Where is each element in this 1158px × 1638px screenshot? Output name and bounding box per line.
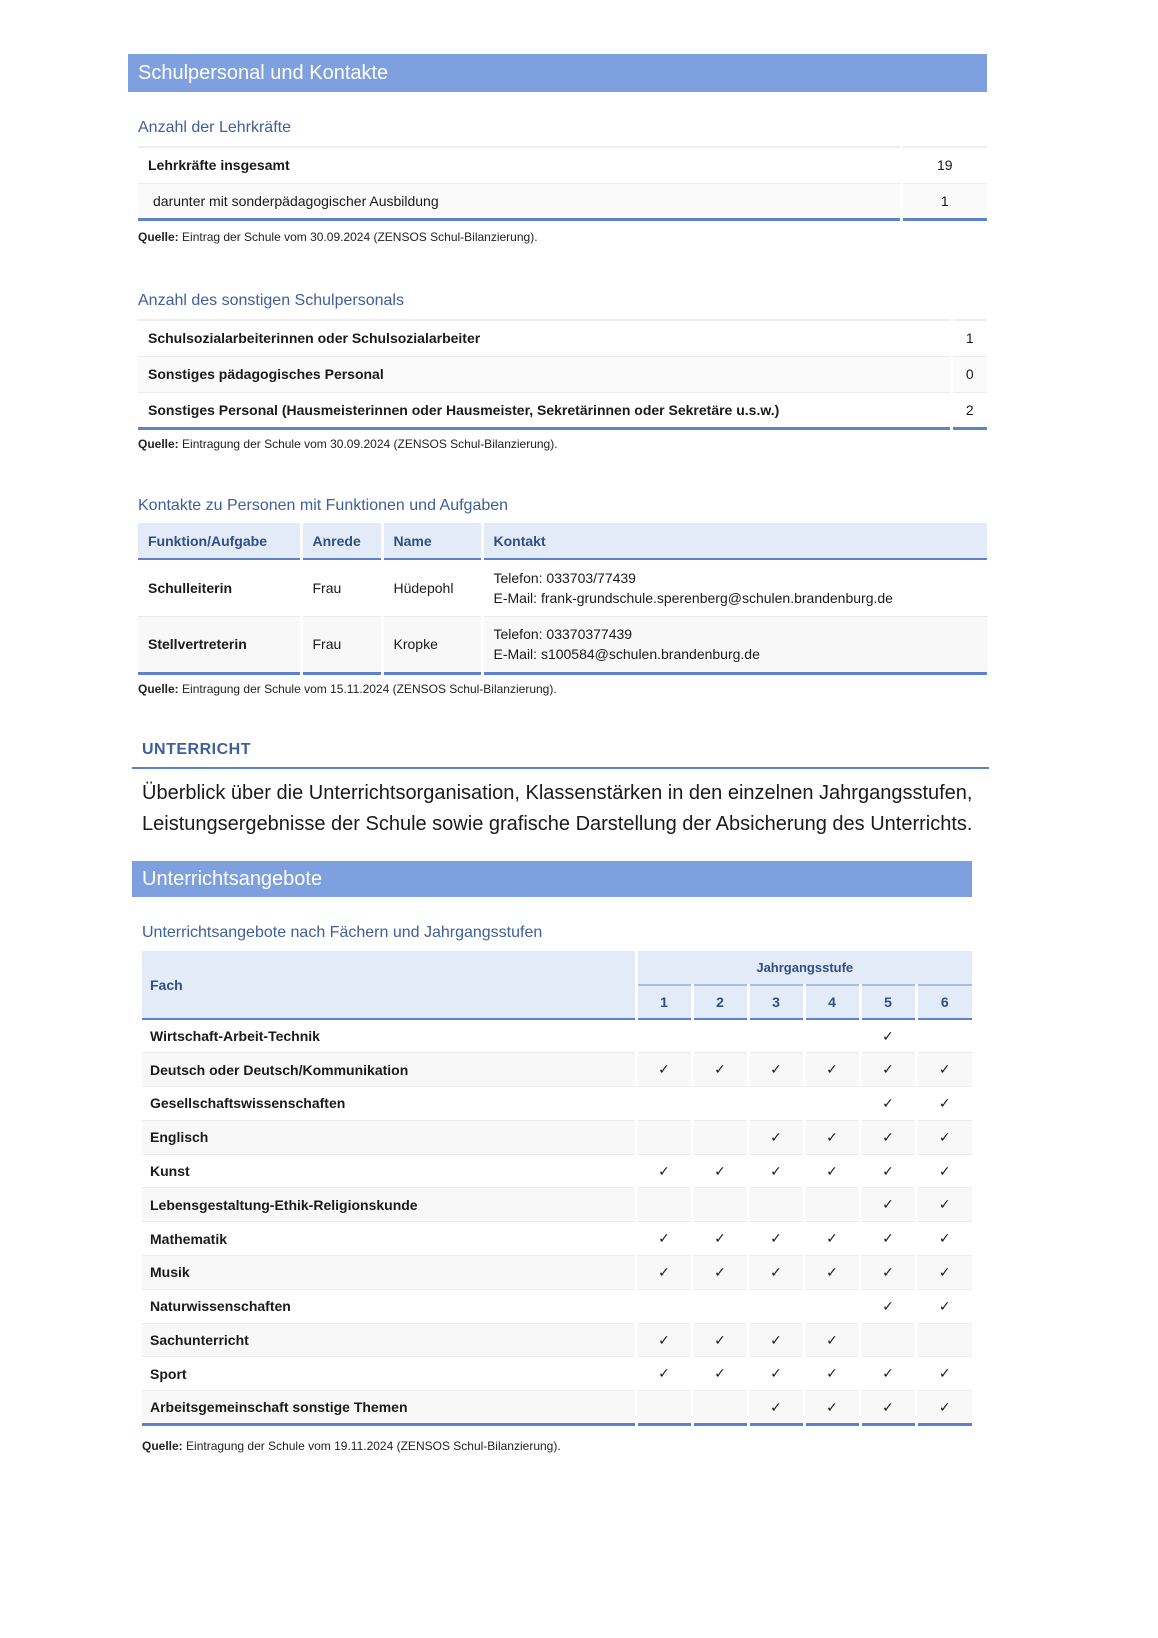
empty-cell [916, 1323, 972, 1357]
subject-name: Sachunterricht [142, 1323, 636, 1357]
contact-email[interactable]: E-Mail: frank-grundschule.sperenberg@schulen.brandenburg.de [493, 589, 893, 606]
contact-anrede: Frau [301, 559, 382, 616]
table-row [138, 183, 987, 219]
empty-cell [804, 1019, 860, 1053]
table-row [142, 1053, 972, 1087]
subject-name: Wirtschaft-Arbeit-Technik [142, 1019, 636, 1053]
source-text: Eintragung der Schule vom 19.11.2024 (ZENSOS Schul-Bilanzierung). [182, 1439, 561, 1453]
subject-name: Kunst [142, 1154, 636, 1188]
offers-source [142, 1439, 561, 1453]
unterricht-heading: UNTERRICHT [142, 741, 251, 758]
contact-funktion: Stellvertreterin [138, 616, 301, 673]
empty-cell [636, 1391, 692, 1425]
subject-name: Gesellschaftswissenschaften [142, 1087, 636, 1121]
subject-name: Englisch [142, 1120, 636, 1154]
empty-cell [692, 1087, 748, 1121]
contact-email[interactable]: E-Mail: s100584@schulen.brandenburg.de [493, 646, 760, 662]
contact-phone: Telefon: 033703/77439 [493, 569, 636, 586]
empty-cell [860, 1323, 916, 1357]
check-icon: ✓ [804, 1256, 860, 1290]
offers-table-body [142, 1019, 972, 1425]
teachers-total-label: Lehrkräfte insgesamt [138, 147, 901, 183]
check-icon: ✓ [860, 1391, 916, 1425]
empty-cell [636, 1120, 692, 1154]
empty-cell [804, 1087, 860, 1121]
check-icon: ✓ [636, 1222, 692, 1256]
check-icon: ✓ [916, 1289, 972, 1323]
check-icon: ✓ [860, 1120, 916, 1154]
check-icon: ✓ [916, 1222, 972, 1256]
check-icon: ✓ [804, 1120, 860, 1154]
contact-anrede: Frau [301, 616, 382, 673]
empty-cell [804, 1289, 860, 1323]
empty-cell [748, 1289, 804, 1323]
check-icon: ✓ [636, 1357, 692, 1391]
offers-table [142, 951, 972, 1426]
empty-cell [804, 1188, 860, 1222]
check-icon: ✓ [804, 1391, 860, 1425]
check-icon: ✓ [748, 1154, 804, 1188]
subject-name: Naturwissenschaften [142, 1289, 636, 1323]
pedagogical-staff-value: 0 [951, 356, 987, 392]
check-icon: ✓ [804, 1053, 860, 1087]
col-fach: Fach [142, 951, 636, 1019]
check-icon: ✓ [748, 1323, 804, 1357]
check-icon: ✓ [692, 1053, 748, 1087]
unterricht-divider [132, 767, 989, 769]
other-staff-value: 2 [951, 392, 987, 428]
check-icon: ✓ [916, 1087, 972, 1121]
intro-line-1: Überblick über die Unterrichtsorganisation, Klassenstärken in den einzelnen Jahrgangsstufen, [142, 782, 973, 804]
empty-cell [748, 1019, 804, 1053]
check-icon: ✓ [860, 1357, 916, 1391]
check-icon: ✓ [916, 1357, 972, 1391]
source-label: Quelle: [142, 1439, 183, 1453]
check-icon: ✓ [692, 1154, 748, 1188]
check-icon: ✓ [916, 1188, 972, 1222]
table-row [142, 1154, 972, 1188]
empty-cell [692, 1289, 748, 1323]
check-icon: ✓ [748, 1053, 804, 1087]
check-icon: ✓ [636, 1154, 692, 1188]
contacts-table [138, 523, 987, 675]
table-row [142, 1087, 972, 1121]
check-icon: ✓ [692, 1256, 748, 1290]
subject-name: Arbeitsgemeinschaft sonstige Themen [142, 1391, 636, 1425]
table-row [142, 1391, 972, 1425]
table-row [142, 1222, 972, 1256]
check-icon: ✓ [636, 1053, 692, 1087]
check-icon: ✓ [916, 1120, 972, 1154]
check-icon: ✓ [916, 1053, 972, 1087]
empty-cell [916, 1019, 972, 1053]
table-row [142, 1256, 972, 1290]
teachers-table [138, 146, 987, 221]
teachers-source [138, 230, 538, 244]
check-icon: ✓ [748, 1357, 804, 1391]
section-title-offers: Unterrichtsangebote [132, 861, 972, 897]
check-icon: ✓ [636, 1323, 692, 1357]
subject-name: Mathematik [142, 1222, 636, 1256]
table-row [142, 1289, 972, 1323]
check-icon: ✓ [860, 1222, 916, 1256]
col-anrede: Anrede [301, 523, 382, 559]
col-name: Name [382, 523, 482, 559]
empty-cell [636, 1087, 692, 1121]
check-icon: ✓ [860, 1087, 916, 1121]
check-icon: ✓ [748, 1222, 804, 1256]
unterricht-intro [142, 778, 982, 840]
contact-phone: Telefon: 03370377439 [493, 626, 633, 642]
source-label: Quelle: [138, 682, 179, 696]
col-group-jahrgangsstufe: Jahrgangsstufe [636, 951, 972, 985]
subject-name: Deutsch oder Deutsch/Kommunikation [142, 1053, 636, 1087]
table-row [138, 559, 987, 616]
table-row [142, 1357, 972, 1391]
col-funktion: Funktion/Aufgabe [138, 523, 301, 559]
table-row [138, 392, 987, 428]
check-icon: ✓ [860, 1019, 916, 1053]
check-icon: ✓ [748, 1256, 804, 1290]
col-kontakt: Kontakt [482, 523, 987, 559]
teachers-special-value: 1 [901, 183, 987, 219]
col-grade-4: 4 [804, 985, 860, 1019]
check-icon: ✓ [804, 1357, 860, 1391]
intro-line-2: Leistungsergebnisse der Schule sowie grafische Darstellung der Absicherung des Unterrichts. [142, 813, 973, 835]
empty-cell [692, 1019, 748, 1053]
other-staff-label: Sonstiges Personal (Hausmeisterinnen oder Hausmeister, Sekretärinnen oder Sekretäre u.s.w.) [138, 392, 951, 428]
empty-cell [636, 1188, 692, 1222]
teachers-special-label: darunter mit sonderpädagogischer Ausbildung [138, 183, 901, 219]
contact-name: Kropke [382, 616, 482, 673]
empty-cell [636, 1289, 692, 1323]
check-icon: ✓ [804, 1222, 860, 1256]
empty-cell [636, 1019, 692, 1053]
check-icon: ✓ [748, 1391, 804, 1425]
empty-cell [748, 1188, 804, 1222]
check-icon: ✓ [804, 1154, 860, 1188]
check-icon: ✓ [860, 1289, 916, 1323]
table-row [142, 1323, 972, 1357]
contacts-source [138, 682, 557, 696]
contact-funktion: Schulleiterin [138, 559, 301, 616]
teachers-heading: Anzahl der Lehrkräfte [138, 119, 291, 136]
check-icon: ✓ [692, 1222, 748, 1256]
table-header-row [142, 951, 972, 985]
check-icon: ✓ [860, 1188, 916, 1222]
subject-name: Sport [142, 1357, 636, 1391]
empty-cell [692, 1188, 748, 1222]
social-workers-value: 1 [951, 320, 987, 356]
contact-details [482, 559, 987, 616]
source-label: Quelle: [138, 437, 179, 451]
other-staff-source [138, 437, 558, 451]
col-grade-2: 2 [692, 985, 748, 1019]
source-text: Eintrag der Schule vom 30.09.2024 (ZENSOS Schul-Bilanzierung). [178, 230, 538, 244]
empty-cell [692, 1391, 748, 1425]
contact-details [482, 616, 987, 673]
col-grade-3: 3 [748, 985, 804, 1019]
col-grade-5: 5 [860, 985, 916, 1019]
col-grade-6: 6 [916, 985, 972, 1019]
check-icon: ✓ [916, 1256, 972, 1290]
empty-cell [692, 1120, 748, 1154]
check-icon: ✓ [916, 1391, 972, 1425]
table-header-row [138, 523, 987, 559]
check-icon: ✓ [860, 1154, 916, 1188]
table-row [138, 320, 987, 356]
subject-name: Musik [142, 1256, 636, 1290]
contact-name: Hüdepohl [382, 559, 482, 616]
contacts-heading: Kontakte zu Personen mit Funktionen und Aufgaben [138, 497, 509, 514]
check-icon: ✓ [860, 1256, 916, 1290]
table-row [138, 147, 987, 183]
section-title-staff: Schulpersonal und Kontakte [128, 54, 987, 92]
check-icon: ✓ [636, 1256, 692, 1290]
pedagogical-staff-label: Sonstiges pädagogisches Personal [138, 356, 951, 392]
social-workers-label: Schulsozialarbeiterinnen oder Schulsozialarbeiter [138, 320, 951, 356]
teachers-total-value: 19 [901, 147, 987, 183]
subject-name: Lebensgestaltung-Ethik-Religionskunde [142, 1188, 636, 1222]
check-icon: ✓ [692, 1357, 748, 1391]
check-icon: ✓ [916, 1154, 972, 1188]
table-row [142, 1120, 972, 1154]
check-icon: ✓ [860, 1053, 916, 1087]
table-row [142, 1188, 972, 1222]
check-icon: ✓ [804, 1323, 860, 1357]
table-row [138, 356, 987, 392]
check-icon: ✓ [692, 1323, 748, 1357]
other-staff-heading: Anzahl des sonstigen Schulpersonals [138, 292, 404, 309]
table-row [138, 616, 987, 673]
other-staff-table [138, 319, 987, 430]
table-row [142, 1019, 972, 1053]
check-icon: ✓ [748, 1120, 804, 1154]
empty-cell [748, 1087, 804, 1121]
offers-heading: Unterrichtsangebote nach Fächern und Jahrgangsstufen [142, 924, 543, 941]
source-text: Eintragung der Schule vom 15.11.2024 (ZENSOS Schul-Bilanzierung). [178, 682, 557, 696]
col-grade-1: 1 [636, 985, 692, 1019]
source-text: Eintragung der Schule vom 30.09.2024 (ZENSOS Schul-Bilanzierung). [178, 437, 558, 451]
source-label: Quelle: [138, 230, 179, 244]
